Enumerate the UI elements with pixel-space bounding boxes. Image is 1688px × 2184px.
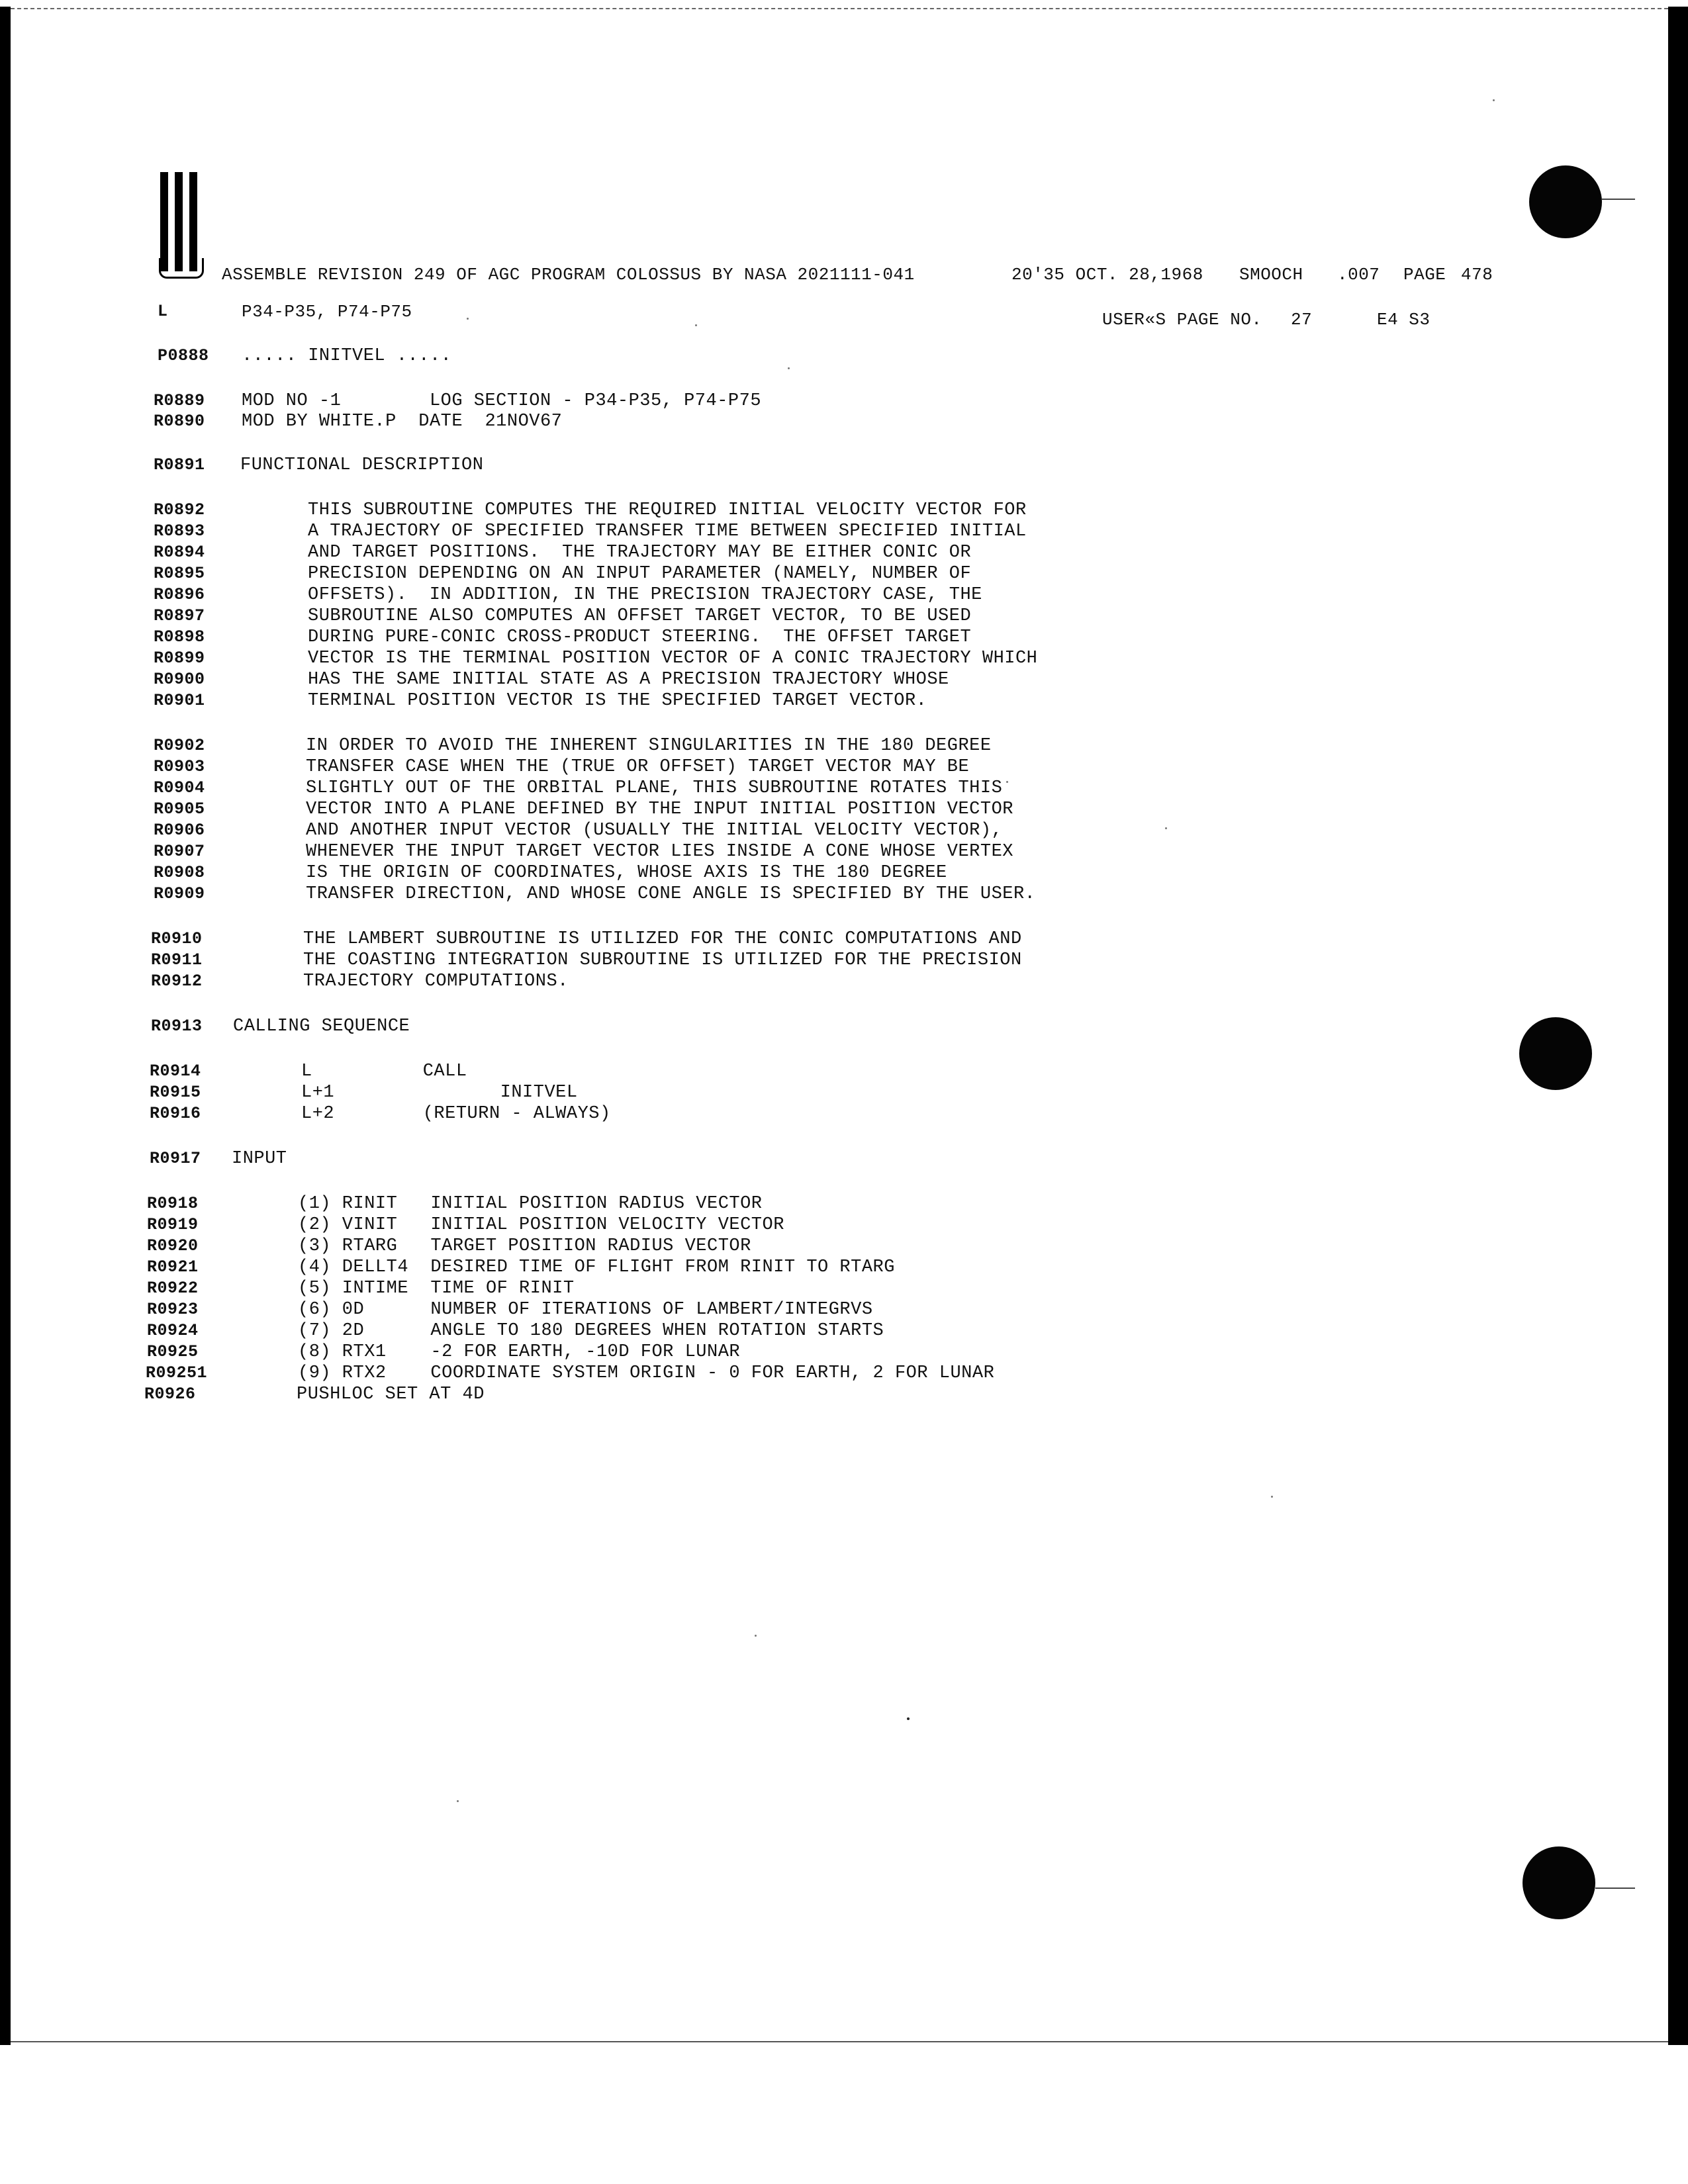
user-page-number: 27 xyxy=(1291,310,1313,330)
row-text: IN ORDER TO AVOID THE INHERENT SINGULARITIES IN THE 180 DEGREE xyxy=(306,736,992,756)
row-id: R0900 xyxy=(154,670,205,689)
scan-speck xyxy=(1493,99,1495,101)
timestamp: 20'35 OCT. 28,1968 xyxy=(1011,265,1203,285)
row-text: (8) RTX1 -2 FOR EARTH, -10D FOR LUNAR xyxy=(298,1342,741,1362)
row-text: A TRAJECTORY OF SPECIFIED TRANSFER TIME BETWEEN SPECIFIED INITIAL xyxy=(308,522,1027,541)
section-heading: INPUT xyxy=(232,1149,287,1169)
row-id: R0895 xyxy=(154,564,205,583)
scan-border-top xyxy=(11,8,1668,9)
row-id: R0911 xyxy=(151,950,203,970)
user-page-label: USER«S PAGE NO. xyxy=(1102,310,1262,330)
scan-speck xyxy=(695,324,697,326)
section-code: E4 S3 xyxy=(1377,310,1430,330)
page-label: PAGE xyxy=(1403,265,1446,285)
row-id: R0918 xyxy=(147,1194,199,1213)
row-text: (1) RINIT INITIAL POSITION RADIUS VECTOR xyxy=(298,1194,763,1214)
row-text: WHENEVER THE INPUT TARGET VECTOR LIES INSIDE A CONE WHOSE VERTEX xyxy=(306,842,1013,862)
row-id: R0912 xyxy=(151,972,203,991)
row-text: (3) RTARG TARGET POSITION RADIUS VECTOR xyxy=(298,1236,751,1256)
row-id: R0890 xyxy=(154,412,205,431)
row-id: R0913 xyxy=(151,1017,203,1036)
row-text: SLIGHTLY OUT OF THE ORBITAL PLANE, THIS SUBROUTINE ROTATES THIS xyxy=(306,778,1003,798)
scan-speck xyxy=(755,1635,757,1637)
row-id: R0919 xyxy=(147,1215,199,1234)
row-text: DURING PURE-CONIC CROSS-PRODUCT STEERING. THE OFFSET TARGET xyxy=(308,627,972,647)
row-id: R0902 xyxy=(154,736,205,755)
row-id: R0904 xyxy=(154,778,205,797)
row-text: TRANSFER DIRECTION, AND WHOSE CONE ANGLE IS SPECIFIED BY THE USER. xyxy=(306,884,1036,904)
row-id: R09251 xyxy=(146,1363,208,1383)
scan-border-bottom xyxy=(11,2041,1668,2042)
punch-hole-top xyxy=(1529,165,1602,238)
row-id: P0888 xyxy=(158,346,209,365)
assemble-line: ASSEMBLE REVISION 249 OF AGC PROGRAM COLOSSUS BY NASA 2021111-041 xyxy=(222,265,915,285)
row-text: TRANSFER CASE WHEN THE (TRUE OR OFFSET) TARGET VECTOR MAY BE xyxy=(306,757,970,777)
scan-speck xyxy=(788,367,790,369)
row-id: R0897 xyxy=(154,606,205,625)
row-text: VECTOR IS THE TERMINAL POSITION VECTOR OF A CONIC TRAJECTORY WHICH xyxy=(308,649,1038,668)
scan-speck xyxy=(1006,781,1008,783)
row-text: (7) 2D ANGLE TO 180 DEGREES WHEN ROTATION STARTS xyxy=(298,1321,884,1341)
row-id: R0905 xyxy=(154,799,205,819)
scan-speck xyxy=(457,1800,459,1802)
punch-hole-middle xyxy=(1519,1017,1592,1090)
row-id: R0896 xyxy=(154,585,205,604)
row-text: L+1 INITVEL xyxy=(301,1083,578,1103)
row-text: L+2 (RETURN - ALWAYS) xyxy=(301,1104,611,1124)
row-id: R0925 xyxy=(147,1342,199,1361)
row-text: TRAJECTORY COMPUTATIONS. xyxy=(303,972,569,991)
row-id: R0889 xyxy=(154,391,205,410)
row-id: R0909 xyxy=(154,884,205,903)
row-id: R0926 xyxy=(144,1385,196,1404)
row-id: R0898 xyxy=(154,627,205,647)
scan-speck xyxy=(467,318,469,320)
row-text: TERMINAL POSITION VECTOR IS THE SPECIFIED TARGET VECTOR. xyxy=(308,691,927,711)
row-id: R0893 xyxy=(154,522,205,541)
punch-hole-bottom-mark xyxy=(1595,1888,1635,1889)
row-text: AND TARGET POSITIONS. THE TRAJECTORY MAY BE EITHER CONIC OR xyxy=(308,543,972,563)
corner-bar-mark xyxy=(159,172,201,278)
row-id: R0914 xyxy=(150,1062,201,1081)
row-text: MOD BY WHITE.P DATE 21NOV67 xyxy=(242,412,563,432)
scan-speck xyxy=(907,1717,910,1720)
row-text: PUSHLOC SET AT 4D xyxy=(297,1385,485,1404)
row-id: R0916 xyxy=(150,1104,201,1123)
row-id: R0924 xyxy=(147,1321,199,1340)
scan-border-left xyxy=(0,7,11,2045)
row-label-l: L xyxy=(158,302,168,321)
row-text: (9) RTX2 COORDINATE SYSTEM ORIGIN - 0 FOR EARTH, 2 FOR LUNAR xyxy=(298,1363,995,1383)
row-text: ..... INITVEL ..... xyxy=(242,346,452,366)
punch-hole-bottom xyxy=(1523,1846,1595,1919)
row-text: THIS SUBROUTINE COMPUTES THE REQUIRED INITIAL VELOCITY VECTOR FOR xyxy=(308,500,1027,520)
row-text: (4) DELLT4 DESIRED TIME OF FLIGHT FROM RINIT TO RTARG xyxy=(298,1257,895,1277)
row-id: R0921 xyxy=(147,1257,199,1277)
row-text: PRECISION DEPENDING ON AN INPUT PARAMETER (NAMELY, NUMBER OF xyxy=(308,564,972,584)
user-name: SMOOCH xyxy=(1239,265,1303,285)
row-id: R0923 xyxy=(147,1300,199,1319)
row-text: IS THE ORIGIN OF COORDINATES, WHOSE AXIS IS THE 180 DEGREE xyxy=(306,863,947,883)
scan-border-right xyxy=(1668,7,1688,2045)
row-id: R0901 xyxy=(154,691,205,710)
row-id: R0917 xyxy=(150,1149,201,1168)
row-id: R0907 xyxy=(154,842,205,861)
row-text: THE COASTING INTEGRATION SUBROUTINE IS UTILIZED FOR THE PRECISION xyxy=(303,950,1022,970)
row-text: HAS THE SAME INITIAL STATE AS A PRECISION TRAJECTORY WHOSE xyxy=(308,670,949,690)
revision-suffix: .007 xyxy=(1337,265,1380,285)
row-id: R0915 xyxy=(150,1083,201,1102)
row-id: R0910 xyxy=(151,929,203,948)
row-text: L CALL xyxy=(301,1062,467,1081)
row-text: OFFSETS). IN ADDITION, IN THE PRECISION TRAJECTORY CASE, THE xyxy=(308,585,982,605)
scan-speck xyxy=(1165,827,1167,829)
row-id: R0920 xyxy=(147,1236,199,1255)
row-id: R0903 xyxy=(154,757,205,776)
row-id: R0892 xyxy=(154,500,205,520)
page-number: 478 xyxy=(1461,265,1493,285)
scan-speck xyxy=(1271,1496,1273,1498)
row-text: MOD NO -1 LOG SECTION - P34-P35, P74-P75 xyxy=(242,391,762,411)
row-id: R0891 xyxy=(154,455,205,475)
row-text: (6) 0D NUMBER OF ITERATIONS OF LAMBERT/INTEGRVS xyxy=(298,1300,873,1320)
log-range: P34-P35, P74-P75 xyxy=(242,302,412,322)
punch-hole-top-mark xyxy=(1602,199,1635,200)
row-text: (5) INTIME TIME OF RINIT xyxy=(298,1279,575,1298)
row-id: R0906 xyxy=(154,821,205,840)
row-id: R0899 xyxy=(154,649,205,668)
row-text: THE LAMBERT SUBROUTINE IS UTILIZED FOR THE CONIC COMPUTATIONS AND xyxy=(303,929,1022,949)
row-text: (2) VINIT INITIAL POSITION VELOCITY VECTOR xyxy=(298,1215,784,1235)
row-text: SUBROUTINE ALSO COMPUTES AN OFFSET TARGET VECTOR, TO BE USED xyxy=(308,606,972,626)
section-heading: CALLING SEQUENCE xyxy=(233,1017,410,1036)
row-id: R0922 xyxy=(147,1279,199,1298)
row-id: R0894 xyxy=(154,543,205,562)
row-text: AND ANOTHER INPUT VECTOR (USUALLY THE INITIAL VELOCITY VECTOR), xyxy=(306,821,1003,841)
section-heading: FUNCTIONAL DESCRIPTION xyxy=(240,455,484,475)
row-id: R0908 xyxy=(154,863,205,882)
row-text: VECTOR INTO A PLANE DEFINED BY THE INPUT INITIAL POSITION VECTOR xyxy=(306,799,1013,819)
